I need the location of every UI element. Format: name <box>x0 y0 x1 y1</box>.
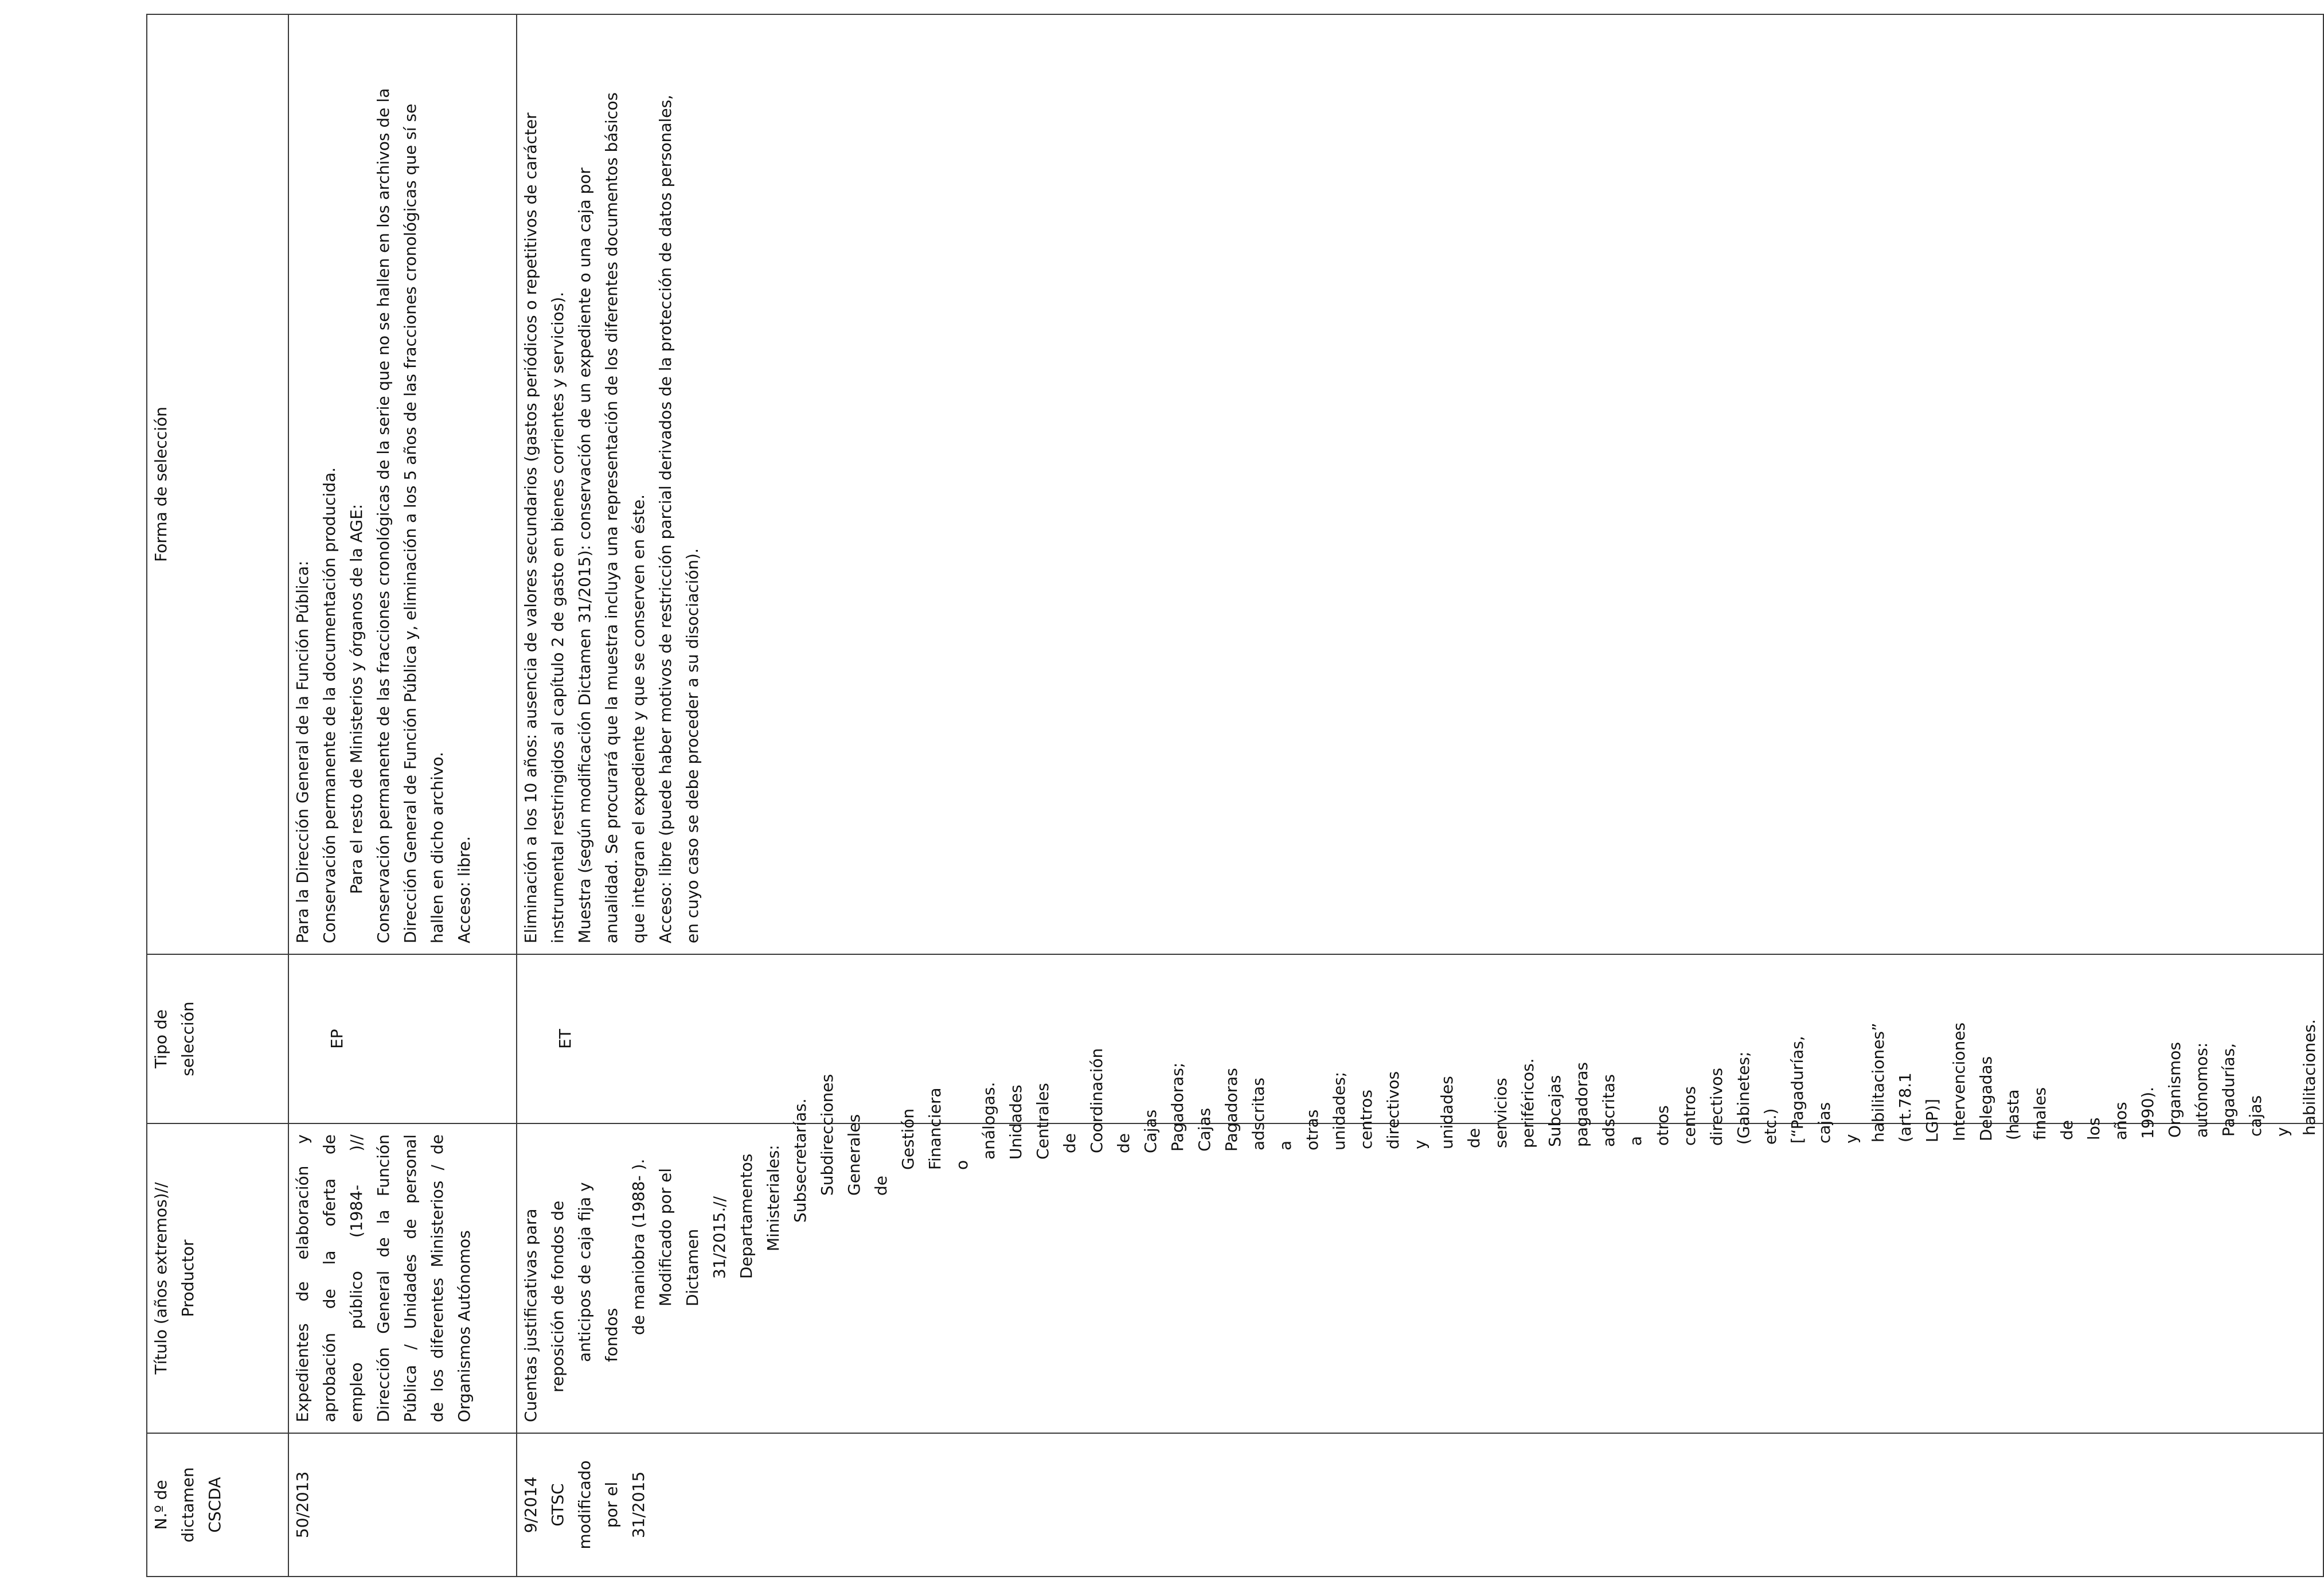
row2-numero-line: GTSC <box>548 1483 567 1527</box>
row2-forma-line: en cuyo caso se debe proceder a su disociación). <box>683 548 702 943</box>
row2-titulo-line: Modificado por el Dictamen <box>656 1168 702 1306</box>
header-tipo-text: Tipo de selección <box>151 1001 197 1076</box>
table-row <box>517 14 2323 1577</box>
row1-titulo-line: Dirección General de la Función <box>374 1134 393 1422</box>
row1-numero <box>288 1433 517 1577</box>
selection-table <box>146 14 2324 1577</box>
header-forma-text: Forma de selección <box>151 407 170 562</box>
row2-numero-line: modificado <box>575 1460 594 1550</box>
row2-titulo-line: Gestión Financiera o <box>899 1087 971 1170</box>
row2-titulo-line: centros directivos y unidades <box>1357 1071 1456 1149</box>
row2-forma-line: Acceso: libre (puede haber motivos de restricción parcial derivados de la protección de datos personales, <box>656 95 675 943</box>
row1-titulo-line: de los diferentes Ministerios / de <box>428 1134 447 1422</box>
row2-forma-line: Eliminación a los 10 años: ausencia de valores secundarios (gastos periódicos o repetitivos de carácter <box>521 112 540 943</box>
row2-forma <box>517 14 2323 954</box>
row2-numero-line: 9/2014 <box>521 1476 540 1534</box>
row1-titulo-line: aprobación de la oferta de <box>320 1134 339 1422</box>
row2-forma-line: que integran el expediente y que se conserven en éste. <box>629 494 648 943</box>
row2-titulo-line: Subcajas pagadoras adscritas <box>1545 1062 1618 1147</box>
row1-titulo <box>288 1123 517 1433</box>
row2-titulo-line: 1990). <box>2138 1086 2157 1139</box>
row2-titulo-line: Subdirecciones Generales de <box>818 1074 890 1196</box>
row2-titulo-line: [“Pagadurías, cajas y <box>1788 1036 1861 1144</box>
row2-titulo-line: a otros centros directivos <box>1626 1067 1726 1146</box>
row1-forma-line: Conservación permanente de las fracciones cronológicas de la serie que no se hallen en los archivos de la <box>374 88 393 943</box>
row2-numero-line: por el <box>602 1481 621 1528</box>
row1-tipo-text: EP <box>327 1029 346 1049</box>
row2-titulo-line: Subsecretarías. <box>791 1098 810 1223</box>
row1-forma-line: Para el resto de Ministerios y órganos de la AGE: <box>347 504 366 894</box>
row1-forma-line: Conservación permanente de la documentación producida. <box>320 467 339 943</box>
row1-tipo <box>288 954 517 1123</box>
row2-titulo-line: anticipos de caja fija y fondos <box>575 1182 621 1362</box>
header-titulo-line1: Título (años extremos)// <box>151 1182 170 1375</box>
row1-numero-text: 50/2013 <box>293 1471 312 1539</box>
row1-forma <box>288 14 517 954</box>
row2-titulo-line: de servicios periféricos. <box>1464 1058 1537 1148</box>
row2-titulo-line: análogas. Unidades Centrales <box>979 1082 1052 1160</box>
row1-forma-line: hallen en dicho archivo. <box>428 751 447 943</box>
row2-numero-line: 31/2015 <box>629 1471 648 1539</box>
row2-titulo-line: Intervenciones Delegadas <box>1950 1022 1995 1141</box>
row1-forma-line: Dirección General de Función Pública y, eliminación a los 5 años de las fracciones cronológicas que sí se <box>401 103 420 943</box>
table-row <box>288 14 517 1577</box>
row2-titulo-line: Organismos autónomos: <box>2165 1041 2211 1138</box>
header-numero-text: N.º de dictamen CSCDA <box>151 1467 224 1543</box>
row2-titulo-line: (Gabinetes; etc.) <box>1734 1051 1780 1145</box>
row1-titulo-line: Expedientes de elaboración y <box>293 1134 312 1422</box>
row2-titulo-line: Pagadoras; Cajas Pagadoras <box>1168 1062 1241 1152</box>
header-forma <box>147 14 288 954</box>
row2-titulo-line: (hasta finales de los años <box>2003 1087 2130 1140</box>
row2-titulo-line: habilitaciones. <box>2300 1019 2319 1136</box>
row2-titulo <box>517 1019 2323 1433</box>
row2-forma-line: Muestra (según modificación Dictamen 31/2015): conservación de un expediente o una caja por <box>575 167 594 943</box>
row1-titulo-line: Pública / Unidades de personal <box>401 1134 420 1422</box>
row2-titulo-line: Pagadurías, cajas y <box>2219 1043 2292 1137</box>
row1-titulo-line: empleo público (1984- )// <box>347 1134 366 1422</box>
header-tipo <box>147 954 288 1123</box>
row2-titulo-line: Ministeriales: <box>764 1145 783 1251</box>
row2-forma-line: anualidad. Se procurará que la muestra incluya una representación de los diferentes documentos básicos <box>602 92 621 943</box>
row2-titulo-line: adscritas a otras unidades; <box>1249 1071 1349 1150</box>
header-titulo <box>147 1123 288 1433</box>
header-titulo-line2: Productor <box>178 1239 197 1317</box>
row2-titulo-line: de maniobra (1988- ). <box>629 1158 648 1335</box>
row1-titulo-line: Organismos Autónomos <box>455 1230 474 1422</box>
row2-titulo-line: 31/2015.// Departamentos <box>710 1153 756 1279</box>
row1-forma-line: Para la Dirección General de la Función Pública: <box>293 560 312 943</box>
header-row <box>147 14 288 1577</box>
row2-titulo-line: habilitaciones” (art.78.1 LGP)] <box>1869 1023 1942 1142</box>
header-numero <box>147 1433 288 1577</box>
row2-titulo-line: Cuentas justificativas para <box>521 1208 540 1422</box>
row2-tipo-text: ET <box>556 1029 575 1049</box>
row2-numero <box>517 1433 2323 1577</box>
row1-forma-line: Acceso: libre. <box>455 836 474 943</box>
row2-forma-line: instrumental restringidos al capítulo 2 de gasto en bienes corrientes y servicios). <box>548 291 567 943</box>
row2-titulo-line: de Coordinación de Cajas <box>1060 1048 1160 1153</box>
row2-titulo-line: reposición de fondos de <box>548 1200 567 1392</box>
